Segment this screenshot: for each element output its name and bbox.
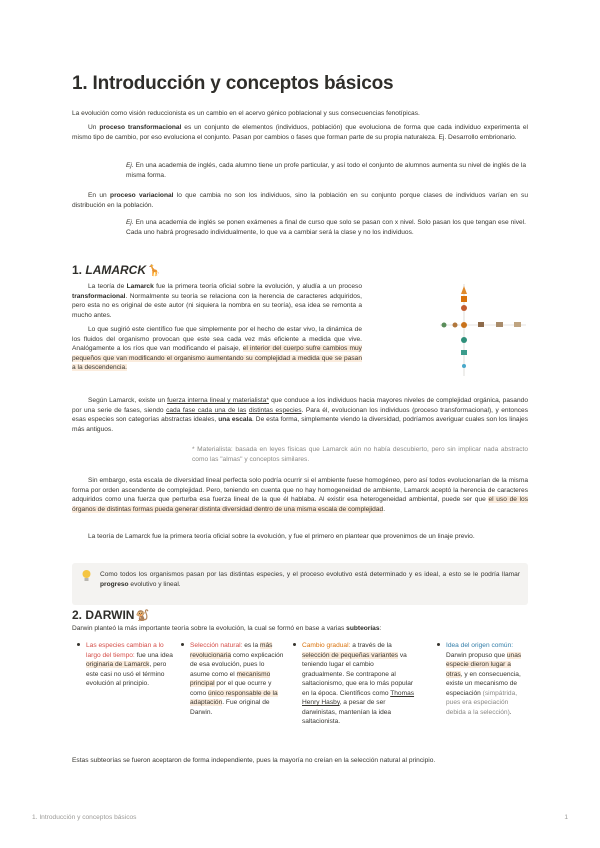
subtheory-1: Las especies cambian a lo largo del tiempo: fue una idea originaria de Lamarck, pero este casi no usó el término evolución al principio. [86, 641, 176, 689]
organism-icon [514, 322, 521, 327]
variacional-paragraph: En un proceso variacional lo que cambia no son los individuos, sino la población en su conjunto porque clases de individuos varían en su distribución en la población. [72, 192, 528, 209]
transformacional-paragraph: Un proceso transformacional es un conjunto de elementos (individuos, población) que evoluciona de forma que cada individuo experimenta el mismo tipo de cambio, por eso evoluciona el conjunto. Pasan por cambios o fases que forman parte de su propia naturaleza. Ej. Desarrollo embrionario. [72, 124, 528, 141]
subtheory-4: Idea del origen común: Darwin propuso que unas especie dieron lugar a otras, y en consecuencia, existe un mecanismo de especiación (simpátrida, pues era especiación debida a la selección). [446, 641, 526, 717]
darwin-heading: 2. DARWIN🐒 [72, 607, 149, 625]
lamarck-paragraph-4: Sin embargo, esta escala de diversidad lineal perfecta solo podría ocurrir si el ambiente fuese homogéneo, pero así todos evolucionarían de la misma forma por orden ascendente de complejidad. Pero, teniendo en cuenta que no hay homogeneidad de ambiente, Lamarck aceptó la herencia de caracteres adquiridos como una fuerza que perturba esa fuerza lineal de la que él hablaba. Al existir esa heterogeneidad ambiental, puede ser que el uso de los órganos de distintas formas pueda generar distinta diversidad dentro de una misma escala de complejidad. [72, 477, 528, 513]
subtheories-columns [72, 641, 528, 751]
bullet-icon [181, 643, 184, 646]
materialista-note: * Materialista: basada en leyes físicas que Lamarck aún no había descubierto, pero sin implicar nada abstracto como las "almas" y conceptos similares. [192, 446, 528, 463]
organism-icon [442, 323, 447, 328]
page-footer [32, 813, 568, 823]
subtheory-2: Selección natural: es la más revolucionaria como explicación de esa evolución, pues lo asume como el mecanismo principal por el que ocurre y como único responsable de la adaptación. Fue original de Darwin. [190, 641, 284, 717]
intro-paragraph: La evolución como visión reduccionista es un cambio en el acervo génico poblacional y sus consecuencias fenotípicas. [72, 110, 420, 117]
lamarck-paragraph-3: Según Lamarck, existe un fuerza interna lineal y materialista* que conduce a los individuos hacia mayores niveles de complejidad orgánica, pasando por una serie de fases, siendo cada fase cada una de las distintas especies. Para él, evolucionan los individuos (proceso transformacional), y entonces esas especies son categorías abstractas ideales, una escala. De esta forma, simplemente viendo la diversidad, podríamos averiguar cuales son los linajes más antiguos. [72, 397, 529, 433]
organism-icon [496, 322, 503, 327]
darwin-outro: Estas subteorías se fueron aceptaron de forma independiente, pues la mayoría no creían en la selección natural al principio. [72, 757, 436, 764]
footer-title: 1. Introducción y conceptos básicos [32, 814, 137, 821]
organism-icon [461, 322, 467, 328]
callout-text: Como todos los organismos pasan por las distintas especies, y el proceso evolutivo está determinado y es ideal, a esto se le podría llamar progreso evolutivo y lineal. [100, 571, 520, 588]
page-title: 1. Introducción y conceptos básicos [72, 73, 394, 94]
organism-icon [461, 350, 467, 355]
bullet-icon [437, 643, 440, 646]
evolution-scale-diagram [438, 280, 528, 380]
organism-icon [461, 337, 467, 343]
flame-icon [461, 286, 467, 294]
darwin-intro: Darwin planteó la más importante teoría sobre la evolución, la cual se formó en base a varias subteorías: [72, 625, 382, 632]
bullet-icon [293, 643, 296, 646]
organism-icon [461, 305, 467, 311]
organism-icon [453, 323, 458, 328]
organism-icon [478, 322, 484, 327]
lamarck-paragraph-5: La teoría de Lamarck fue la primera teoría oficial sobre la evolución, y fue el primero en plantear que provenimos de un linaje previo. [88, 533, 475, 540]
example-quote-2: Ej. En una academia de inglés se ponen exámenes a final de curso que solo se pasan con x nivel. Solo pasan los que tengan ese nivel. Cada uno habrá progresado individualmente, lo que va a cambiar será la clase y no los individuos. [126, 219, 526, 236]
organism-icon [461, 296, 467, 302]
progress-callout [72, 563, 528, 605]
subtheory-3: Cambio gradual: a través de la selección de pequeñas variantes va teniendo lugar el cambio gradualmente. Se contrapone al saltacionismo, que era lo más popular en la época. Científicos como Thomas Henry Hasby, a pesar de ser darwinistas, mantenían la idea saltacionista. [302, 641, 416, 727]
example-quote-1: Ej. En una academia de inglés, cada alumno tiene un profe particular, y así todo el conjunto de alumnos aumenta su nivel de inglés de la misma forma. [126, 162, 526, 179]
lamarck-heading: 1. LAMARCK🦒 [72, 262, 161, 280]
bullet-icon [77, 643, 80, 646]
giraffe-icon: 🦒 [147, 265, 161, 277]
lamarck-paragraph-2: Lo que sugirió este científico fue que simplemente por el hecho de estar vivo, la dinámica de los fluidos del organismo provocan que este sea cada vez más eficiente a medida que vive. Analógamente a los ríos que van modificando el paisaje, el interior del cuerpo sufre cambios muy pequeños que van modificando el organismo aumentando su complejidad a medida que se pasan a la descendencia. [72, 326, 362, 372]
monkey-icon: 🐒 [135, 610, 150, 622]
lamarck-paragraph-1: La teoría de Lamarck fue la primera teoría oficial sobre la evolución, y aludía a un proceso transformacional. Normalmente su teoría se relaciona con la herencia de caracteres adquiridos, pero esta no es original de este autor (ni siquiera la nombra en su teoría), esa idea se remonta a mucho antes. [72, 283, 362, 319]
page-number: 1 [564, 814, 568, 821]
organism-icon [462, 364, 466, 368]
lightbulb-icon [81, 569, 92, 583]
